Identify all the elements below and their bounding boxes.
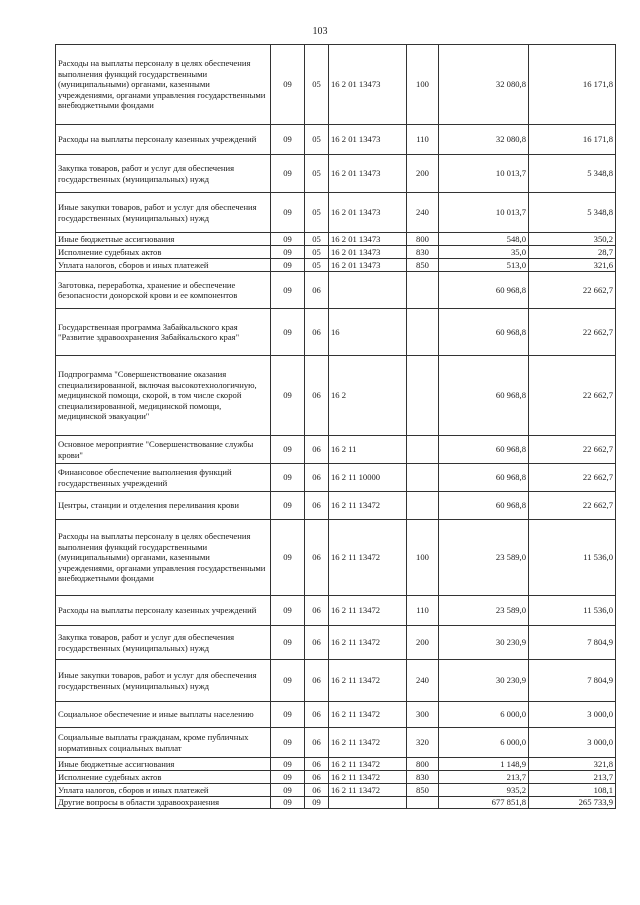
cell-rz: 09 xyxy=(271,728,305,758)
cell-csr: 16 2 01 13473 xyxy=(329,155,407,193)
cell-rz: 09 xyxy=(271,596,305,626)
cell-amount1: 30 230,9 xyxy=(439,626,529,660)
cell-csr: 16 2 11 13472 xyxy=(329,626,407,660)
cell-rz: 09 xyxy=(271,45,305,125)
cell-pr: 06 xyxy=(305,520,329,596)
table-row xyxy=(56,626,616,660)
cell-rz: 09 xyxy=(271,660,305,702)
cell-rz: 09 xyxy=(271,155,305,193)
cell-pr: 05 xyxy=(305,155,329,193)
cell-csr: 16 2 01 13473 xyxy=(329,233,407,246)
cell-pr: 06 xyxy=(305,272,329,309)
table-row xyxy=(56,784,616,797)
cell-rz: 09 xyxy=(271,309,305,356)
cell-pr: 06 xyxy=(305,309,329,356)
budget-table xyxy=(55,44,616,809)
cell-rz: 09 xyxy=(271,797,305,809)
cell-csr: 16 2 01 13473 xyxy=(329,125,407,155)
cell-amount2: 22 662,7 xyxy=(529,492,616,520)
cell-rz: 09 xyxy=(271,246,305,259)
cell-amount1: 213,7 xyxy=(439,771,529,784)
cell-name: Центры, станции и отделения переливания крови xyxy=(56,492,271,520)
cell-vr: 800 xyxy=(407,758,439,771)
cell-vr: 320 xyxy=(407,728,439,758)
cell-amount1: 32 080,8 xyxy=(439,125,529,155)
table-row xyxy=(56,309,616,356)
table-row xyxy=(56,660,616,702)
cell-name: Иные закупки товаров, работ и услуг для обеспечения государственных (муниципальных) нужд xyxy=(56,660,271,702)
cell-amount1: 23 589,0 xyxy=(439,520,529,596)
cell-name: Расходы на выплаты персоналу в целях обеспечения выполнения функций государственными (муниципальными) органами, казенными учреждениями, органами управления государственными внебюджетными фондами xyxy=(56,520,271,596)
cell-pr: 05 xyxy=(305,193,329,233)
cell-name: Государственная программа Забайкальского края "Развитие здравоохранения Забайкальского края" xyxy=(56,309,271,356)
cell-csr: 16 2 11 13472 xyxy=(329,596,407,626)
cell-rz: 09 xyxy=(271,492,305,520)
table-row xyxy=(56,45,616,125)
cell-amount2: 22 662,7 xyxy=(529,272,616,309)
cell-amount2: 28,7 xyxy=(529,246,616,259)
cell-vr: 200 xyxy=(407,626,439,660)
cell-name: Иные закупки товаров, работ и услуг для обеспечения государственных (муниципальных) нужд xyxy=(56,193,271,233)
cell-pr: 06 xyxy=(305,596,329,626)
cell-pr: 06 xyxy=(305,758,329,771)
cell-pr: 06 xyxy=(305,492,329,520)
table-row xyxy=(56,771,616,784)
cell-pr: 06 xyxy=(305,728,329,758)
cell-vr: 830 xyxy=(407,771,439,784)
cell-name: Иные бюджетные ассигнования xyxy=(56,233,271,246)
cell-csr: 16 2 11 13472 xyxy=(329,758,407,771)
cell-amount1: 548,0 xyxy=(439,233,529,246)
cell-vr: 240 xyxy=(407,193,439,233)
table-row xyxy=(56,193,616,233)
cell-name: Исполнение судебных актов xyxy=(56,771,271,784)
cell-rz: 09 xyxy=(271,436,305,464)
cell-vr xyxy=(407,797,439,809)
cell-csr: 16 2 11 13472 xyxy=(329,520,407,596)
cell-rz: 09 xyxy=(271,193,305,233)
cell-rz: 09 xyxy=(271,272,305,309)
cell-csr: 16 xyxy=(329,309,407,356)
cell-rz: 09 xyxy=(271,784,305,797)
cell-pr: 06 xyxy=(305,784,329,797)
cell-csr: 16 2 01 13473 xyxy=(329,45,407,125)
cell-amount2: 108,1 xyxy=(529,784,616,797)
cell-rz: 09 xyxy=(271,356,305,436)
cell-amount1: 935,2 xyxy=(439,784,529,797)
cell-amount1: 10 013,7 xyxy=(439,193,529,233)
cell-name: Социальные выплаты гражданам, кроме публичных нормативных социальных выплат xyxy=(56,728,271,758)
budget-table-body xyxy=(56,45,616,809)
table-row xyxy=(56,702,616,728)
cell-vr xyxy=(407,309,439,356)
cell-pr: 05 xyxy=(305,246,329,259)
cell-csr: 16 2 11 13472 xyxy=(329,702,407,728)
cell-pr: 05 xyxy=(305,233,329,246)
cell-amount2: 3 000,0 xyxy=(529,728,616,758)
cell-vr: 200 xyxy=(407,155,439,193)
table-row xyxy=(56,492,616,520)
cell-amount1: 60 968,8 xyxy=(439,436,529,464)
cell-rz: 09 xyxy=(271,758,305,771)
cell-name: Другие вопросы в области здравоохранения xyxy=(56,797,271,809)
cell-amount2: 11 536,0 xyxy=(529,520,616,596)
cell-vr xyxy=(407,436,439,464)
table-row xyxy=(56,356,616,436)
cell-amount1: 6 000,0 xyxy=(439,728,529,758)
cell-amount2: 350,2 xyxy=(529,233,616,246)
cell-amount2: 11 536,0 xyxy=(529,596,616,626)
cell-rz: 09 xyxy=(271,702,305,728)
table-row xyxy=(56,596,616,626)
table-row xyxy=(56,155,616,193)
cell-vr: 100 xyxy=(407,520,439,596)
cell-csr: 16 2 11 13472 xyxy=(329,660,407,702)
cell-name: Закупка товаров, работ и услуг для обеспечения государственных (муниципальных) нужд xyxy=(56,155,271,193)
cell-amount1: 60 968,8 xyxy=(439,272,529,309)
cell-amount2: 213,7 xyxy=(529,771,616,784)
cell-vr: 110 xyxy=(407,125,439,155)
cell-vr: 110 xyxy=(407,596,439,626)
cell-vr xyxy=(407,272,439,309)
cell-name: Социальное обеспечение и иные выплаты населению xyxy=(56,702,271,728)
cell-vr: 800 xyxy=(407,233,439,246)
cell-name: Основное мероприятие "Совершенствование службы крови" xyxy=(56,436,271,464)
table-row xyxy=(56,797,616,809)
cell-amount2: 3 000,0 xyxy=(529,702,616,728)
cell-vr xyxy=(407,464,439,492)
table-row xyxy=(56,728,616,758)
cell-amount2: 5 348,8 xyxy=(529,155,616,193)
cell-csr: 16 2 11 13472 xyxy=(329,771,407,784)
cell-vr: 850 xyxy=(407,784,439,797)
cell-name: Расходы на выплаты персоналу в целях обеспечения выполнения функций государственными (муниципальными) органами, казенными учреждениями, органами управления государственными внебюджетными фондами xyxy=(56,45,271,125)
cell-pr: 09 xyxy=(305,797,329,809)
cell-csr: 16 2 11 13472 xyxy=(329,728,407,758)
cell-name: Финансовое обеспечение выполнения функций государственных учреждений xyxy=(56,464,271,492)
cell-pr: 06 xyxy=(305,771,329,784)
cell-amount1: 10 013,7 xyxy=(439,155,529,193)
cell-amount1: 677 851,8 xyxy=(439,797,529,809)
cell-amount2: 22 662,7 xyxy=(529,356,616,436)
cell-amount1: 6 000,0 xyxy=(439,702,529,728)
cell-amount1: 35,0 xyxy=(439,246,529,259)
page-number: 103 xyxy=(312,26,328,37)
cell-name: Закупка товаров, работ и услуг для обеспечения государственных (муниципальных) нужд xyxy=(56,626,271,660)
table-row xyxy=(56,259,616,272)
cell-rz: 09 xyxy=(271,233,305,246)
cell-name: Уплата налогов, сборов и иных платежей xyxy=(56,259,271,272)
table-row xyxy=(56,246,616,259)
cell-amount2: 265 733,9 xyxy=(529,797,616,809)
cell-amount2: 5 348,8 xyxy=(529,193,616,233)
cell-pr: 05 xyxy=(305,125,329,155)
cell-csr xyxy=(329,797,407,809)
cell-amount2: 321,8 xyxy=(529,758,616,771)
cell-vr: 100 xyxy=(407,45,439,125)
cell-rz: 09 xyxy=(271,626,305,660)
cell-amount2: 16 171,8 xyxy=(529,125,616,155)
cell-vr: 240 xyxy=(407,660,439,702)
cell-name: Иные бюджетные ассигнования xyxy=(56,758,271,771)
cell-amount2: 7 804,9 xyxy=(529,626,616,660)
cell-csr: 16 2 11 13472 xyxy=(329,784,407,797)
table-row xyxy=(56,520,616,596)
cell-rz: 09 xyxy=(271,259,305,272)
table-row xyxy=(56,125,616,155)
table-row xyxy=(56,464,616,492)
cell-amount1: 32 080,8 xyxy=(439,45,529,125)
cell-vr xyxy=(407,356,439,436)
cell-amount1: 60 968,8 xyxy=(439,356,529,436)
cell-vr xyxy=(407,492,439,520)
cell-amount1: 30 230,9 xyxy=(439,660,529,702)
cell-csr: 16 2 11 xyxy=(329,436,407,464)
cell-name: Исполнение судебных актов xyxy=(56,246,271,259)
cell-pr: 06 xyxy=(305,702,329,728)
cell-amount1: 23 589,0 xyxy=(439,596,529,626)
cell-csr: 16 2 11 10000 xyxy=(329,464,407,492)
cell-vr: 830 xyxy=(407,246,439,259)
table-row xyxy=(56,233,616,246)
cell-csr: 16 2 xyxy=(329,356,407,436)
cell-amount2: 16 171,8 xyxy=(529,45,616,125)
cell-name: Подпрограмма "Совершенствование оказания специализированной, включая высокотехнологичную, медицинской помощи, скорой, в том числе скорой специализированной, медицинской помощи, медицинской эвакуации" xyxy=(56,356,271,436)
cell-csr: 16 2 11 13472 xyxy=(329,492,407,520)
cell-pr: 06 xyxy=(305,464,329,492)
cell-rz: 09 xyxy=(271,520,305,596)
cell-amount1: 60 968,8 xyxy=(439,464,529,492)
cell-amount2: 321,6 xyxy=(529,259,616,272)
cell-amount2: 7 804,9 xyxy=(529,660,616,702)
cell-amount2: 22 662,7 xyxy=(529,309,616,356)
table-row xyxy=(56,758,616,771)
cell-pr: 05 xyxy=(305,259,329,272)
cell-csr: 16 2 01 13473 xyxy=(329,246,407,259)
cell-amount1: 1 148,9 xyxy=(439,758,529,771)
table-row xyxy=(56,436,616,464)
table-row xyxy=(56,272,616,309)
cell-amount1: 60 968,8 xyxy=(439,492,529,520)
cell-pr: 06 xyxy=(305,436,329,464)
cell-name: Уплата налогов, сборов и иных платежей xyxy=(56,784,271,797)
cell-amount1: 513,0 xyxy=(439,259,529,272)
cell-vr: 850 xyxy=(407,259,439,272)
cell-pr: 06 xyxy=(305,660,329,702)
cell-csr: 16 2 01 13473 xyxy=(329,193,407,233)
cell-pr: 06 xyxy=(305,356,329,436)
cell-name: Расходы на выплаты персоналу казенных учреждений xyxy=(56,125,271,155)
cell-vr: 300 xyxy=(407,702,439,728)
cell-amount1: 60 968,8 xyxy=(439,309,529,356)
cell-amount2: 22 662,7 xyxy=(529,436,616,464)
cell-rz: 09 xyxy=(271,464,305,492)
cell-pr: 06 xyxy=(305,626,329,660)
cell-rz: 09 xyxy=(271,125,305,155)
cell-pr: 05 xyxy=(305,45,329,125)
cell-name: Расходы на выплаты персоналу казенных учреждений xyxy=(56,596,271,626)
cell-rz: 09 xyxy=(271,771,305,784)
cell-csr: 16 2 01 13473 xyxy=(329,259,407,272)
cell-amount2: 22 662,7 xyxy=(529,464,616,492)
cell-csr xyxy=(329,272,407,309)
cell-name: Заготовка, переработка, хранение и обеспечение безопасности донорской крови и ее компонентов xyxy=(56,272,271,309)
